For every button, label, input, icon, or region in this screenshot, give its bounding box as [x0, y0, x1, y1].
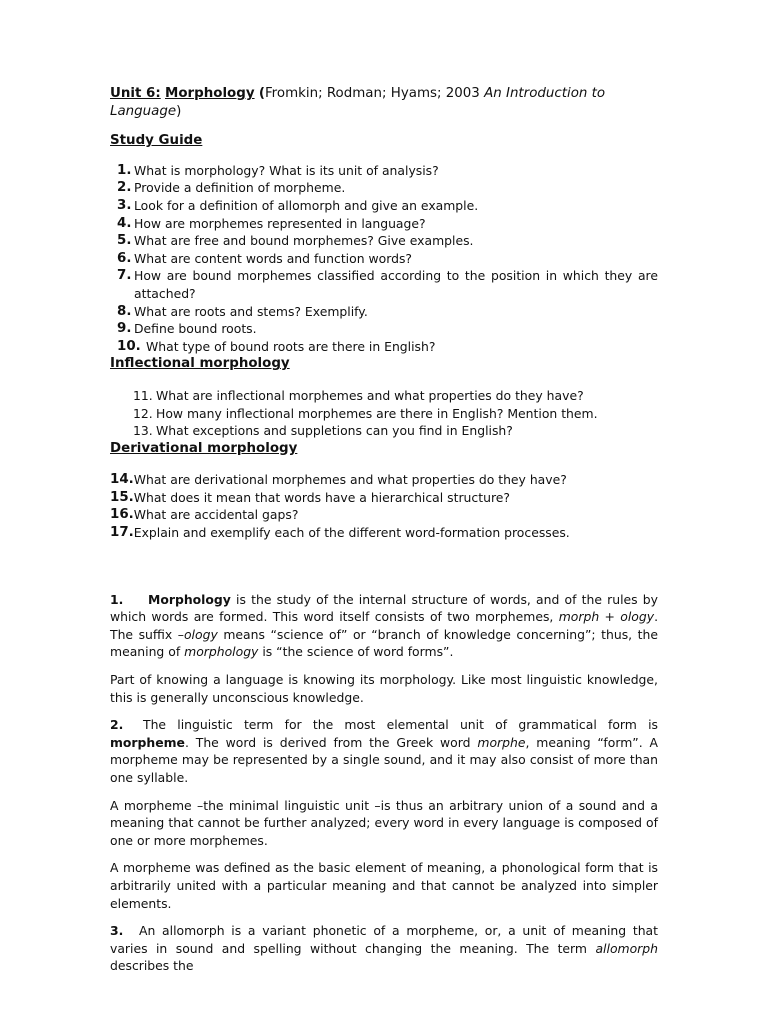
question-text: What are roots and stems? Exemplify.	[134, 303, 368, 319]
term-allomorph: allomorph	[595, 940, 658, 956]
main-question-list	[117, 162, 658, 356]
answer-number: 1.	[110, 591, 124, 607]
answer-text: The linguistic term for the most elemental unit of grammatical form is	[143, 717, 658, 733]
open-paren: (	[258, 86, 265, 101]
term-morpheme: morpheme	[110, 734, 185, 750]
close-paren: )	[176, 103, 182, 119]
question-text: Look for a definition of allomorph and give an example.	[134, 197, 479, 213]
document-title	[110, 85, 658, 120]
question-item	[110, 506, 658, 524]
question-number: 14.	[110, 472, 134, 488]
answer-text: +	[599, 609, 621, 625]
derivational-question-list	[110, 471, 658, 541]
question-item	[117, 267, 658, 302]
question-number: 9.	[117, 321, 132, 337]
document-content	[110, 85, 658, 985]
question-number: 8.	[117, 303, 132, 319]
question-text: What are content words and function words?	[134, 250, 412, 266]
question-number: 11.	[133, 387, 153, 403]
question-item	[117, 197, 658, 215]
question-number: 7.	[117, 268, 132, 284]
inflectional-question-list	[133, 387, 658, 440]
question-text: What are free and bound morphemes? Give examples.	[134, 233, 474, 249]
question-text: How are bound morphemes classified according to the position in which they are attached?	[134, 268, 658, 301]
question-text: What are derivational morphemes and what properties do they have?	[133, 472, 567, 488]
answer-text: means “science of” or “branch of knowledge concerning”; thus, the meaning of	[110, 626, 658, 660]
question-item	[117, 179, 658, 197]
question-text: Define bound roots.	[134, 321, 257, 337]
question-item	[133, 422, 658, 440]
term-ology: ology	[620, 609, 655, 625]
defined-paragraph: A morpheme was defined as the basic element of meaning, a phonological form that is arbitrarily united with a particular meaning and that cannot be analyzed into simpler elements.	[110, 860, 658, 911]
question-text: Provide a definition of morpheme.	[134, 180, 346, 196]
question-number: 5.	[117, 233, 132, 249]
term-morphe: morphe	[477, 734, 526, 750]
question-item	[117, 162, 658, 180]
question-text: What is morphology? What is its unit of analysis?	[134, 162, 439, 178]
question-item	[133, 387, 658, 405]
question-number: 3.	[117, 197, 132, 213]
question-item	[117, 232, 658, 250]
answer-text: is “the science of word forms”.	[258, 644, 454, 660]
answer-1-paragraph	[110, 591, 658, 661]
answers-section	[110, 591, 658, 975]
book-title: An Introduction to Language	[110, 86, 606, 119]
question-text: What exceptions and suppletions can you find in English?	[156, 423, 513, 439]
question-item	[117, 250, 658, 268]
citation: Fromkin; Rodman; Hyams; 2003	[264, 86, 480, 101]
question-text: How are morphemes represented in language?	[134, 215, 426, 231]
term-morphology-italic: morphology	[184, 644, 259, 660]
question-text: Explain and exemplify each of the different word-formation processes.	[133, 525, 570, 541]
question-number: 4.	[117, 215, 132, 231]
question-number: 17.	[110, 525, 134, 541]
question-text: What are inflectional morphemes and what properties do they have?	[156, 387, 584, 403]
knowing-paragraph: Part of knowing a language is knowing its morphology. Like most linguistic knowledge, this is generally unconscious knowledge.	[110, 672, 658, 705]
inflectional-heading: Inflectional morphology	[110, 356, 290, 372]
question-item	[133, 405, 658, 423]
term-morphology: Morphology	[148, 591, 231, 607]
study-guide-heading: Study Guide	[110, 133, 203, 149]
question-item	[117, 215, 658, 233]
derivational-heading: Derivational morphology	[110, 440, 298, 456]
question-number: 1.	[117, 162, 132, 178]
answer-number: 3.	[110, 923, 124, 939]
question-text: How many inflectional morphemes are there in English? Mention them.	[156, 405, 598, 421]
answer-text: An allomorph is a variant phonetic of a morpheme, or, a unit of meaning that varies in sound and spelling without changing the meaning. The term	[110, 923, 658, 956]
term-ology: ology	[183, 626, 218, 642]
question-number: 12.	[133, 405, 153, 421]
question-item	[110, 471, 658, 489]
answer-text: describes the	[110, 958, 194, 974]
answer-text: is the study of the internal structure of words, and of the rules by which words are formed. This word itself consists of two morphemes,	[110, 591, 658, 625]
question-item	[117, 320, 658, 338]
question-number: 13.	[133, 423, 153, 439]
question-item	[110, 489, 658, 507]
question-text: What does it mean that words have a hierarchical structure?	[133, 489, 510, 505]
answer-text: . The word is derived from the Greek word	[184, 734, 478, 750]
question-number: 16.	[110, 507, 134, 523]
answer-3-paragraph	[110, 922, 658, 975]
topic-label: Morphology	[165, 86, 255, 101]
question-text: What type of bound roots are there in English?	[146, 338, 436, 354]
term-morph: morph	[558, 609, 600, 625]
answer-2-paragraph	[110, 716, 658, 786]
question-number: 2.	[117, 180, 132, 196]
answer-number: 2.	[110, 717, 124, 733]
answer-text: , meaning “form”. A morpheme may be represented by a single sound, and it may also consist of more than one syllable.	[110, 734, 658, 785]
answer-text: . The suffix –	[110, 609, 659, 642]
question-text: What are accidental gaps?	[133, 507, 299, 523]
question-item	[117, 338, 658, 356]
minimal-unit-paragraph: A morpheme –the minimal linguistic unit –is thus an arbitrary union of a sound and a meaning that cannot be further analyzed; every word in every language is composed of one or more morphemes.	[110, 797, 658, 848]
question-number: 10.	[117, 338, 141, 354]
question-number: 15.	[110, 489, 134, 505]
question-number: 6.	[117, 250, 132, 266]
question-item	[110, 524, 658, 542]
question-item	[117, 303, 658, 321]
unit-label: Unit 6:	[110, 86, 161, 101]
